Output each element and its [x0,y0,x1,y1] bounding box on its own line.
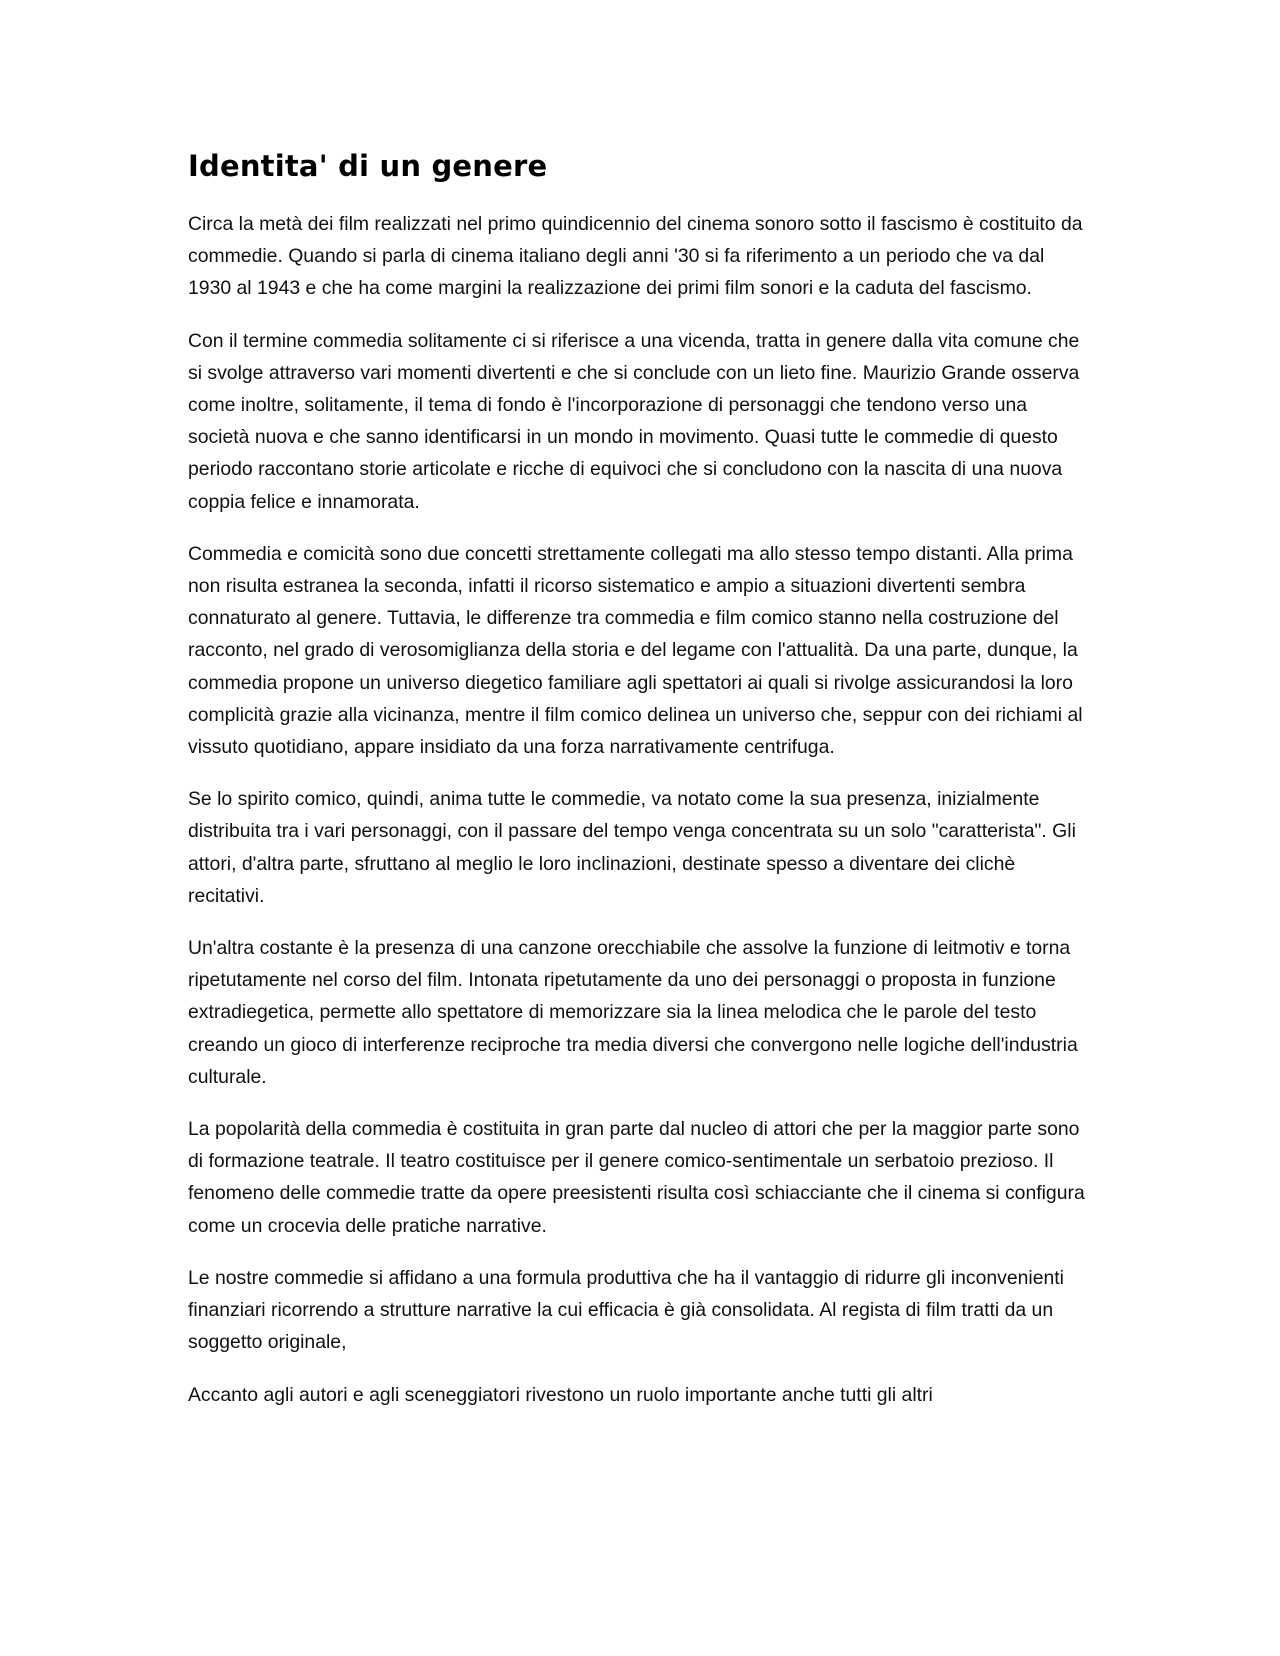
document-title: Identita' di un genere [188,149,548,183]
document-body [188,146,1088,1431]
paragraph-2: Con il termine commedia solitamente ci si riferisce a una vicenda, tratta in genere dalla vita comune che si svolge attraverso vari momenti divertenti e che si conclude con un lieto fine. Maurizio Grande osserva come inoltre, solitamente, il tema di fondo è l'incorporazione di personaggi che tendono verso una società nuova e che sanno identificarsi in un mondo in movimento. Quasi tutte le commedie di questo periodo raccontano storie articolate e ricche di equivoci che si concludono con la nascita di una nuova coppia felice e innamorata. [188,329,1080,513]
paragraph-1: Circa la metà dei film realizzati nel primo quindicennio del cinema sonoro sotto il fascismo è costituito da commedie. Quando si parla di cinema italiano degli anni '30 si fa riferimento a un periodo che va dal 1930 al 1943 e che ha come margini la realizzazione dei primi film sonori e la caduta del fascismo. [188,213,1083,300]
paragraph-5: Un'altra costante è la presenza di una canzone orecchiabile che assolve la funzione di leitmotiv e torna ripetutamente nel corso del film. Intonata ripetutamente da uno dei personaggi o proposta in funzione extradiegetica, permette allo spettatore di memorizzare sia la linea melodica che le parole del testo creando un gioco di interferenze reciproche tra media diversi che convergono nelle logiche dell'industria culturale. [188,937,1078,1088]
paragraph-4: Se lo spirito comico, quindi, anima tutte le commedie, va notato come la sua presenza, inizialmente distribuita tra i vari personaggi, con il passare del tempo venga concentrata su un solo "caratterista". Gli attori, d'altra parte, sfruttano al meglio le loro inclinazioni, destinate spesso a diventare dei clichè recitativi. [188,788,1076,907]
paragraph-7: Le nostre commedie si affidano a una formula produttiva che ha il vantaggio di ridurre gli inconvenienti finanziari ricorrendo a strutture narrative la cui efficacia è già consolidata. Al regista di film tratti da un soggetto originale, [188,1266,1064,1354]
paragraph-3: Commedia e comicità sono due concetti strettamente collegati ma allo stesso tempo distanti. Alla prima non risulta estranea la seconda, infatti il ricorso sistematico e ampio a situazioni divertenti sembra connaturato al genere. Tuttavia, le differenze tra commedia e film comico stanno nella costruzione del racconto, nel grado di verosomiglianza della storia e del legame con l'attualità. Da una parte, dunque, la commedia propone un universo diegetico familiare agli spettatori ai quali si rivolge assicurandosi la loro complicità grazie alla vicinanza, mentre il film comico delinea un universo che, seppur con dei richiami al vissuto quotidiano, appare insidiato da una forza narrativamente centrifuga. [188,542,1083,759]
paragraph-6: La popolarità della commedia è costituita in gran parte dal nucleo di attori che per la maggior parte sono di formazione teatrale. Il teatro costituisce per il genere comico-sentimentale un serbatoio prezioso. Il fenomeno delle commedie tratte da opere preesistenti risulta così schiacciante che il cinema si configura come un crocevia delle pratiche narrative. [188,1118,1085,1237]
paragraph-8: Accanto agli autori e agli sceneggiatori rivestono un ruolo importante anche tutti gli altri [188,1383,933,1406]
